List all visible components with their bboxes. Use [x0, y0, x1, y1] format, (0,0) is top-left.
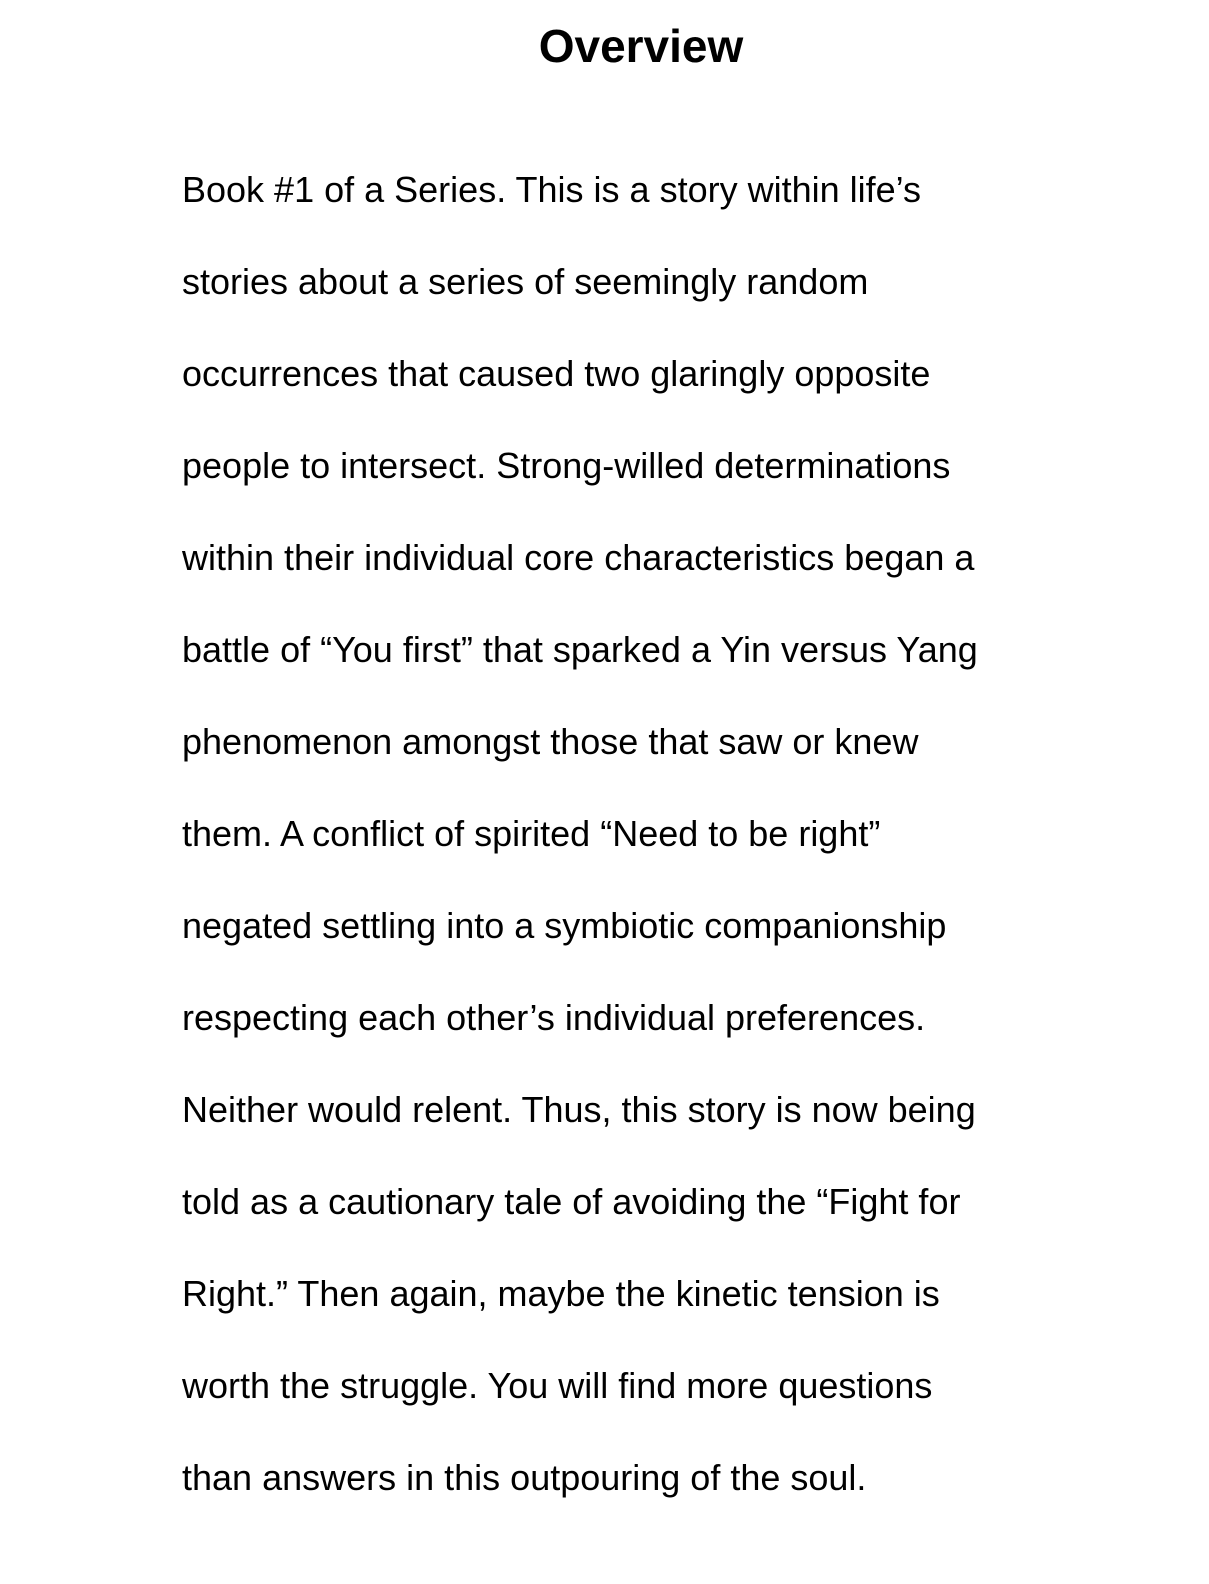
paragraph-line: stories about a series of seemingly random [182, 261, 869, 302]
paragraph-line: than answers in this outpouring of the soul. [182, 1457, 867, 1498]
paragraph-line: Book #1 of a Series. This is a story within life’s [182, 169, 922, 210]
paragraph-line: them. A conflict of spirited “Need to be right” [182, 813, 881, 854]
paragraph-line: Neither would relent. Thus, this story is now being [182, 1089, 976, 1130]
paragraph-line: told as a cautionary tale of avoiding the “Fight for [182, 1181, 961, 1222]
paragraph-line: phenomenon amongst those that saw or knew [182, 721, 919, 762]
paragraph-line: Right.” Then again, maybe the kinetic tension is [182, 1273, 940, 1314]
paragraph-line: worth the struggle. You will find more questions [182, 1365, 933, 1406]
paragraph-line: respecting each other’s individual preferences. [182, 997, 926, 1038]
overview-paragraph [182, 144, 1182, 1524]
paragraph-line: occurrences that caused two glaringly opposite [182, 353, 931, 394]
paragraph-line: people to intersect. Strong-willed determinations [182, 445, 951, 486]
page-title: Overview [538, 20, 744, 72]
paragraph-line: battle of “You first” that sparked a Yin versus Yang [182, 629, 978, 670]
paragraph-line: negated settling into a symbiotic companionship [182, 905, 947, 946]
paragraph-line: within their individual core characteristics began a [182, 537, 975, 578]
